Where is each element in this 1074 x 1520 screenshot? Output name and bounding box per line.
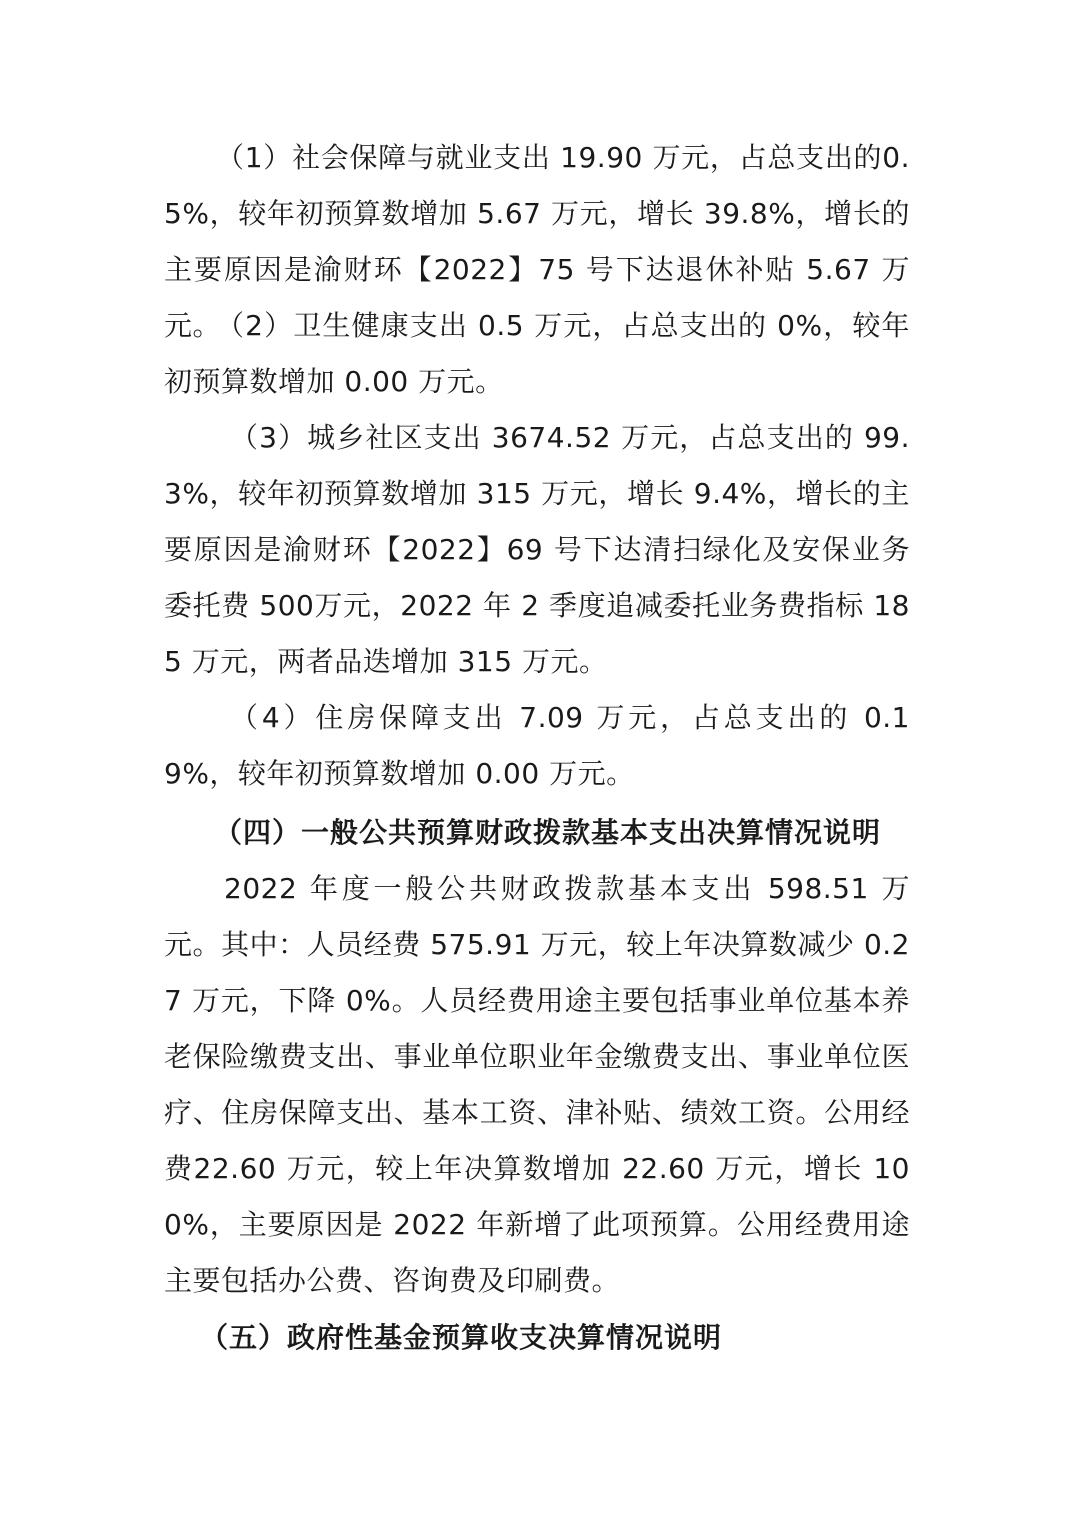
paragraph-urban-rural: （3）城乡社区支出 3674.52 万元，占总支出的 99.3%，较年初预算数增加 315 万元，增长 9.4%，增长的主要原因是渝财环【2022】69 号下达清扫绿化及安保业务委托费 500万元，2022 年 2 季度追减委托业务费指标 185 万元，两者品迭增加 315 万元。 xyxy=(164,421,910,678)
paragraph-social-security: （1）社会保障与就业支出 19.90 万元，占总支出的0.5%，较年初预算数增加 5.67 万元，增长 39.8%，增长的主要原因是渝财环【2022】75 号下达退休补贴 5.67 万元。 xyxy=(164,141,910,342)
paragraph-basic-expenditure: 2022 年度一般公共财政拨款基本支出 598.51 万元。其中：人员经费 575.91 万元，较上年决算数减少 0.27 万元，下降 0%。人员经费用途主要包括事业单位基本养老保险缴费支出、事业单位职业年金缴费支出、事业单位医疗、住房保障支出、基本工资、津补贴、绩效工资。公用经费22.60 万元，较上年决算数增加 22.60 万元，增长 100%，主要原因是 2022 年新增了此项预算。公用经费用途主要包括办公费、咨询费及印刷费。 xyxy=(164,872,910,1297)
paragraph-health: （2）卫生健康支出 0.5 万元，占总支出的 0%，较年初预算数增加 0.00 万元。 xyxy=(164,309,910,398)
section-heading-four: （四）一般公共预算财政拨款基本支出决算情况说明 xyxy=(214,816,882,849)
paragraph-housing: （4）住房保障支出 7.09 万元，占总支出的 0.19%，较年初预算数增加 0.00 万元。 xyxy=(164,701,910,790)
section-heading-five: （五）政府性基金预算收支决算情况说明 xyxy=(200,1321,723,1354)
